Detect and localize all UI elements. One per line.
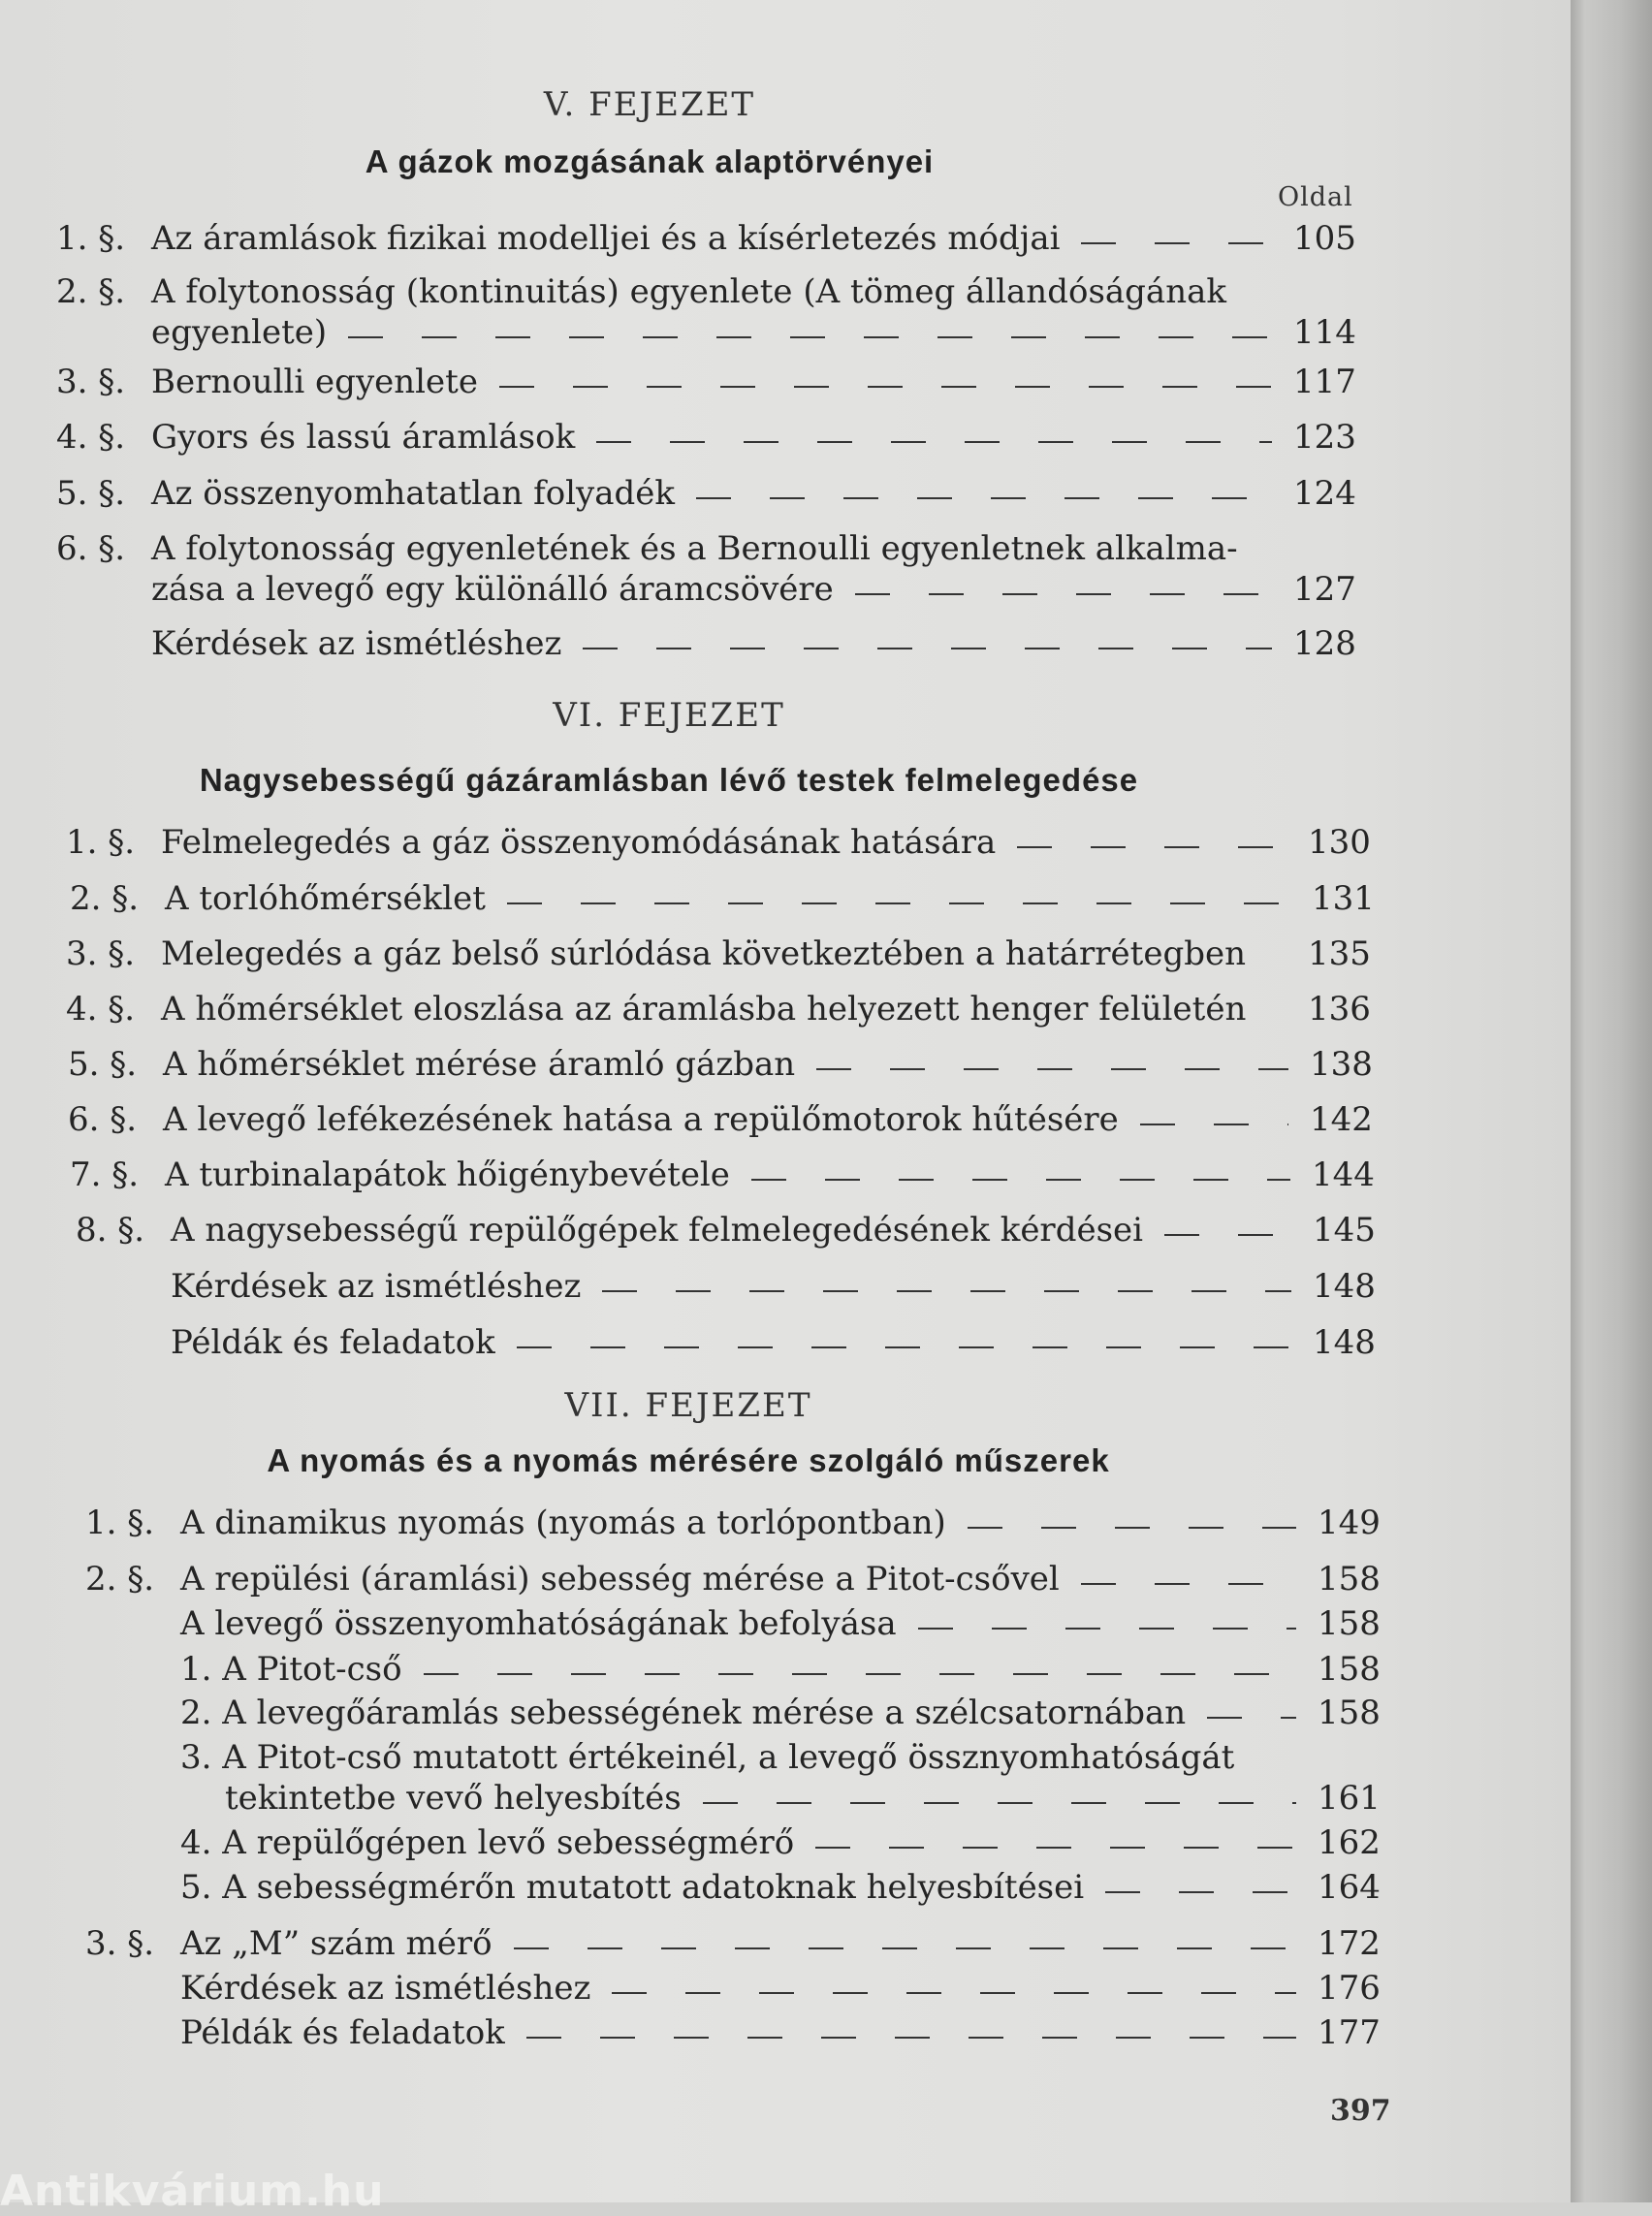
toc-entry-title: A folytonosság egyenletének és a Bernoulli egyenletnek alkalma- <box>151 529 1238 568</box>
leader-dashes <box>596 441 1272 443</box>
toc-entry-number: 8. §. <box>76 1211 145 1250</box>
toc-entry <box>56 528 1355 610</box>
chapter-7-subtitle: A nyomás és a nyomás mérésére szolgáló műszerek <box>267 1442 1110 1478</box>
toc-entry <box>85 1693 1380 1733</box>
toc-entry-title: 5. A sebességmérőn mutatott adatoknak helyesbítései <box>180 1868 1085 1907</box>
toc-entry-page: 128 <box>1293 624 1356 663</box>
toc-entry-number: 4. §. <box>56 418 126 457</box>
toc-entry-title: A folytonosság (kontinuitás) egyenlete (A tömeg állandóságának <box>151 272 1226 311</box>
toc-entry-page: 114 <box>1293 313 1356 352</box>
toc-entry-page: 158 <box>1318 1650 1381 1689</box>
toc-entry-page: 123 <box>1293 418 1356 457</box>
leader-dashes <box>1105 1891 1296 1893</box>
toc-entry-page: 135 <box>1308 934 1371 973</box>
toc-entry-number: 5. §. <box>68 1045 138 1084</box>
toc-entry-title-continued: tekintetbe vevő helyesbítés <box>225 1779 682 1818</box>
leader-dashes <box>1255 958 1298 960</box>
toc-entry-title: A levegő lefékezésének hatása a repülőmotorok hűtésére <box>163 1100 1119 1139</box>
leader-dashes <box>855 593 1272 595</box>
leader-dashes <box>815 1847 1296 1849</box>
toc-entry-page: 127 <box>1293 570 1356 609</box>
toc-entry-title: A torlóhőmérséklet <box>165 879 486 918</box>
toc-entry-number: 2. §. <box>85 1560 155 1599</box>
toc-entry-number: 1. §. <box>85 1504 155 1542</box>
toc-entry-title: Kérdések az ismétléshez <box>151 624 562 663</box>
page-edge-shadow <box>1571 0 1652 2202</box>
toc-entry-title-continued: egyenlete) <box>151 313 328 352</box>
toc-entry-title: Az „M” szám mérő <box>180 1924 492 1963</box>
toc-entry <box>70 1155 1374 1195</box>
toc-entry-page: 148 <box>1313 1267 1376 1306</box>
leader-dashes <box>348 336 1272 338</box>
toc-entry-page: 105 <box>1293 219 1356 258</box>
toc-entry-page: 158 <box>1318 1560 1381 1599</box>
toc-entry <box>66 934 1370 974</box>
toc-entry <box>76 1210 1375 1250</box>
toc-entry-page: 142 <box>1310 1100 1373 1139</box>
toc-entry-number: 3. §. <box>56 363 126 401</box>
chapter-6-subtitle: Nagysebességű gázáramlásban lévő testek felmelegedése <box>199 762 1139 798</box>
chapter-5-subtitle: A gázok mozgásának alaptörvényei <box>365 143 935 179</box>
toc-entry-title: Felmelegedés a gáz összenyomódásának hatására <box>161 823 997 862</box>
toc-entry <box>66 822 1370 863</box>
toc-entry-title: A repülési (áramlási) sebesség mérése a Pitot-csővel <box>180 1560 1060 1599</box>
toc-entry-title: A dinamikus nyomás (nyomás a torlópontban) <box>180 1504 946 1542</box>
leader-dashes <box>1164 1234 1291 1236</box>
toc-entry-title: A turbinalapátok hőigénybevétele <box>165 1155 730 1194</box>
toc-entry <box>76 1322 1375 1363</box>
toc-entry <box>85 1923 1380 1964</box>
toc-entry-number: 7. §. <box>70 1155 140 1194</box>
toc-entry-title: Az összenyomhatatlan folyadék <box>151 474 675 513</box>
toc-entry <box>56 417 1355 458</box>
toc-entry <box>85 1968 1380 2009</box>
toc-entry-title: 2. A levegőáramlás sebességének mérése a szélcsatornában <box>180 1694 1187 1732</box>
leader-dashes <box>583 648 1272 649</box>
toc-entry-number: 1. §. <box>56 219 126 258</box>
toc-entry <box>85 2012 1380 2053</box>
leader-dashes <box>526 2037 1296 2039</box>
leader-dashes <box>1207 1717 1296 1719</box>
toc-entry-page: 131 <box>1312 879 1375 918</box>
toc-entry <box>56 271 1355 353</box>
toc-entry-title: A nagysebességű repülőgépek felmelegedésének kérdései <box>171 1211 1144 1250</box>
leader-dashes <box>751 1179 1290 1181</box>
toc-entry-title: A hőmérséklet eloszlása az áramlásba helyezett henger felületén <box>161 990 1247 1029</box>
leader-dashes <box>499 386 1272 388</box>
toc-entry-page: 138 <box>1310 1045 1373 1084</box>
toc-entry-title: Az áramlások fizikai modelljei és a kísérletezés módjai <box>151 219 1061 258</box>
toc-entry-number: 6. §. <box>68 1100 138 1139</box>
toc-entry-page: 144 <box>1312 1155 1375 1194</box>
toc-entry-title: 4. A repülőgépen levő sebességmérő <box>180 1823 795 1862</box>
leader-dashes <box>1081 1583 1296 1585</box>
toc-entry-page: 177 <box>1318 2013 1381 2052</box>
toc-entry-page: 158 <box>1318 1604 1381 1643</box>
toc-entry <box>85 1503 1380 1543</box>
toc-entry-title: Példák és feladatok <box>171 1323 495 1362</box>
toc-entry <box>70 878 1374 919</box>
toc-entry <box>56 623 1355 664</box>
leader-dashes <box>816 1068 1288 1070</box>
toc-entry <box>85 1649 1380 1690</box>
leader-dashes <box>517 1346 1291 1348</box>
toc-entry-number: 3. §. <box>66 934 136 973</box>
toc-entry-number: 3. §. <box>85 1924 155 1963</box>
toc-entry-title: Melegedés a gáz belső súrlódása következtében a határrétegben <box>161 934 1246 973</box>
toc-entry-page: 148 <box>1313 1323 1376 1362</box>
leader-dashes <box>1081 242 1272 244</box>
leader-dashes <box>703 1802 1296 1804</box>
leader-dashes <box>1017 846 1287 848</box>
leader-dashes <box>1140 1124 1288 1125</box>
toc-entry <box>85 1559 1380 1599</box>
toc-entry-title: A levegő összenyomhatóságának befolyása <box>180 1604 897 1643</box>
leader-dashes <box>514 1947 1296 1949</box>
chapter-5-heading: V. FEJEZET <box>543 85 756 124</box>
toc-entry-number: 2. §. <box>56 272 126 311</box>
toc-entry-number: 5. §. <box>56 474 126 513</box>
toc-entry-title: 3. A Pitot-cső mutatott értékeinél, a levegő össznyomhatóságát <box>180 1738 1235 1777</box>
toc-entry-title: A hőmérséklet mérése áramló gázban <box>163 1045 796 1084</box>
toc-entry-number: 2. §. <box>70 879 140 918</box>
toc-entry <box>68 1099 1372 1140</box>
toc-entry <box>85 1737 1380 1819</box>
toc-entry-title: Példák és feladatok <box>180 2013 505 2052</box>
toc-entry-page: 176 <box>1318 1969 1381 2008</box>
toc-entry <box>56 473 1355 514</box>
toc-entry-title: Bernoulli egyenlete <box>151 363 478 401</box>
page-column-label: Oldal <box>1278 182 1353 212</box>
leader-dashes <box>918 1628 1296 1630</box>
watermark: Antikvárium.hu <box>0 2167 385 2216</box>
toc-entry-page: 158 <box>1318 1694 1381 1732</box>
page-number: 397 <box>1330 2094 1391 2128</box>
toc-entry-number: 4. §. <box>66 990 136 1029</box>
leader-dashes <box>1255 1013 1298 1015</box>
toc-entry <box>85 1867 1380 1908</box>
leader-dashes <box>424 1673 1296 1675</box>
toc-entry <box>56 362 1355 402</box>
toc-entry-page: 145 <box>1313 1211 1376 1250</box>
leader-dashes <box>602 1290 1291 1292</box>
toc-entry <box>85 1603 1380 1644</box>
toc-entry-page: 162 <box>1318 1823 1381 1862</box>
toc-entry <box>68 1044 1372 1085</box>
toc-entry-page: 136 <box>1308 990 1371 1029</box>
leader-dashes <box>968 1527 1296 1529</box>
toc-entry-page: 172 <box>1318 1924 1381 1963</box>
toc-entry <box>66 989 1370 1029</box>
chapter-6-heading: VI. FEJEZET <box>553 696 785 735</box>
toc-entry <box>76 1266 1375 1307</box>
toc-entry <box>56 218 1355 259</box>
leader-dashes <box>696 497 1272 499</box>
toc-entry-page: 161 <box>1318 1779 1381 1818</box>
toc-entry-title: Kérdések az ismétléshez <box>180 1969 591 2008</box>
leader-dashes <box>507 902 1290 904</box>
toc-entry-number: 6. §. <box>56 529 126 568</box>
toc-entry-page: 130 <box>1308 823 1371 862</box>
toc-entry-number: 1. §. <box>66 823 136 862</box>
toc-entry-page: 117 <box>1293 363 1356 401</box>
chapter-7-heading: VII. FEJEZET <box>564 1386 812 1425</box>
toc-entry-title: Gyors és lassú áramlások <box>151 418 576 457</box>
toc-entry-title: 1. A Pitot-cső <box>180 1650 402 1689</box>
toc-entry-title: Kérdések az ismétléshez <box>171 1267 582 1306</box>
toc-entry-title-continued: zása a levegő egy különálló áramcsövére <box>151 570 834 609</box>
toc-entry <box>85 1822 1380 1863</box>
toc-entry-page: 124 <box>1293 474 1356 513</box>
leader-dashes <box>612 1992 1296 1994</box>
toc-entry-page: 164 <box>1318 1868 1381 1907</box>
toc-entry-page: 149 <box>1318 1504 1381 1542</box>
